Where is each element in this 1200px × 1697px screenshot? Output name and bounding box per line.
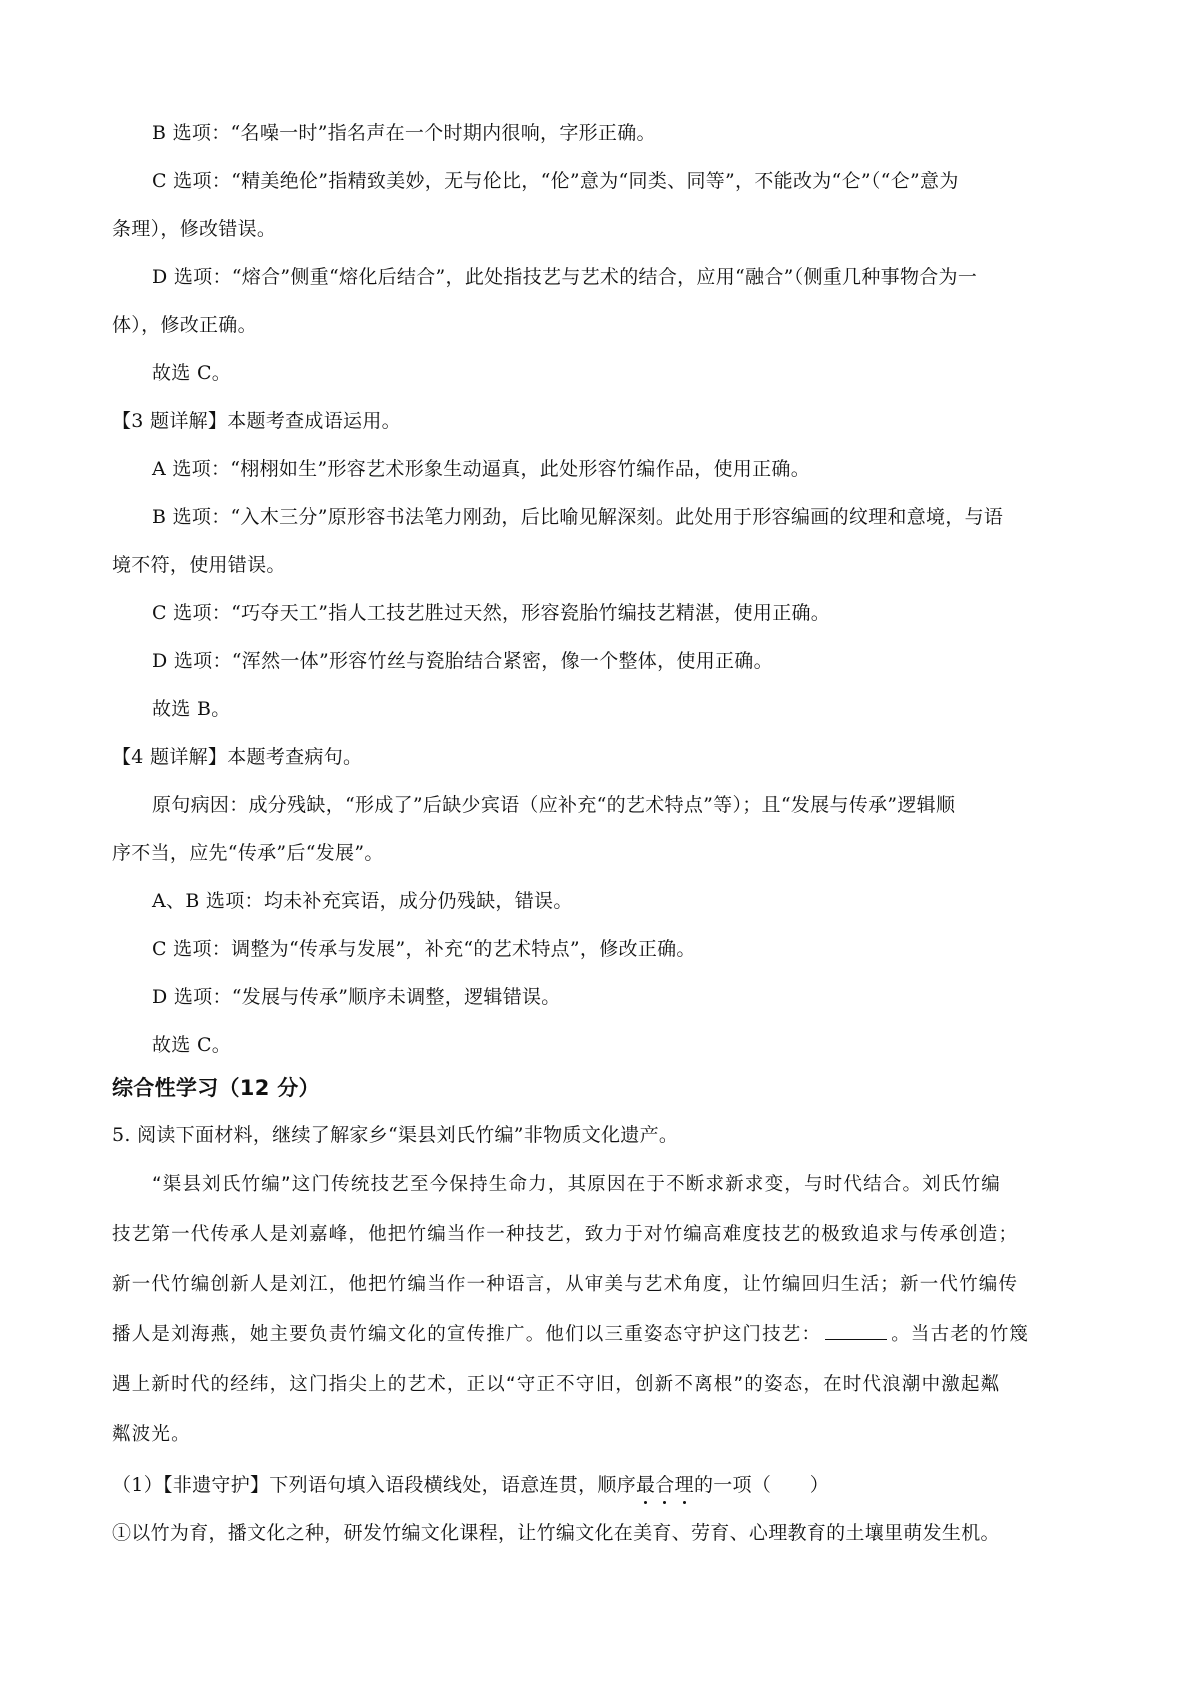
text-line (112, 550, 286, 577)
line-text: “渠县刘氏竹编”这门传统技艺至今保持生命力，其原因在于不断求新求变，与时代结合。刘氏竹编 (152, 1174, 1001, 1195)
line-text: D 选项：“浑然一体”形容竹丝与瓷胎结合紧密，像一个整体，使用正确。 (152, 650, 773, 672)
text-line (152, 454, 810, 481)
section-heading (112, 1072, 320, 1102)
text-line (152, 886, 573, 913)
line-text: 体），修改正确。 (112, 314, 257, 336)
line-text: A、B 选项：均未补充宾语，成分仍残缺，错误。 (152, 890, 573, 912)
line-text: A 选项：“栩栩如生”形容艺术形象生动逼真，此处形容竹编作品，使用正确。 (152, 458, 810, 480)
line-text: 技艺第一代传承人是刘嘉峰，他把竹编当作一种技艺，致力于对竹编高难度技艺的极致追求与传承创造； (112, 1224, 1019, 1245)
text-line (152, 1170, 1001, 1196)
text-line (112, 1120, 678, 1147)
line-text: C 选项：“精美绝伦”指精致美妙，无与伦比，“伦”意为“同类、同等”，不能改为“仑”（“仑”意为 (152, 170, 959, 192)
line-text: B 选项：“名噪一时”指名声在一个时期内很响，字形正确。 (152, 122, 656, 144)
line-text: 【4 题详解】本题考查病句。 (112, 746, 363, 768)
line-text: 境不符，使用错误。 (112, 554, 286, 576)
line-text: C 选项：调整为“传承与发展”，补充“的艺术特点”，修改正确。 (152, 938, 696, 960)
text-line (152, 982, 561, 1009)
text-line (152, 262, 977, 289)
text-line (152, 358, 231, 385)
line-text: 条理），修改错误。 (112, 218, 277, 240)
fill-in-blank (825, 1338, 887, 1340)
line-text: D 选项：“发展与传承”顺序未调整，逻辑错误。 (152, 986, 561, 1008)
text-line (112, 1420, 191, 1446)
line-text: 粼波光。 (112, 1424, 191, 1445)
line-text: 故选 C。 (152, 1034, 232, 1056)
text-line (112, 310, 257, 337)
text-line (112, 214, 276, 241)
text-line (112, 838, 384, 865)
line-text-tail: 的一项（ ） (693, 1474, 830, 1496)
text-line (112, 1320, 1029, 1346)
emphasis-dotted-text: 最合理 (636, 1474, 694, 1496)
text-line (112, 1220, 1018, 1246)
line-text: ①以竹为育，播文化之种，研发竹编文化课程，让竹编文化在美育、劳育、心理教育的土壤里萌发生机。 (112, 1522, 1000, 1544)
text-line (152, 790, 955, 817)
text-line (152, 1030, 231, 1057)
text-line (112, 1370, 1000, 1396)
line-text: 遇上新时代的经纬，这门指尖上的艺术，正以“守正不守旧，创新不离根”的姿态，在时代浪潮中激起粼 (112, 1374, 1001, 1395)
line-text: 【3 题详解】本题考查成语运用。 (112, 410, 401, 432)
line-text-continued: 。当古老的竹篾 (891, 1324, 1030, 1345)
text-line (112, 1270, 1018, 1296)
line-text: D 选项：“熔合”侧重“熔化后结合”，此处指技艺与艺术的结合，应用“融合”（侧重几种事物合为一 (152, 266, 978, 288)
line-text: （1）【非遗守护】下列语句填入语段横线处，语意连贯，顺序 (112, 1474, 636, 1496)
text-line (112, 1470, 829, 1497)
line-text: B 选项：“入木三分”原形容书法笔力刚劲，后比喻见解深刻。此处用于形容编画的纹理和意境，与语 (152, 506, 1004, 528)
line-text: 综合性学习（12 分） (112, 1076, 320, 1100)
text-line (152, 934, 696, 961)
text-line (152, 118, 656, 145)
line-text: 序不当，应先“传承”后“发展”。 (112, 842, 384, 864)
line-text: 新一代竹编创新人是刘江，他把竹编当作一种语言，从审美与艺术角度，让竹编回归生活；新一代竹编传 (112, 1274, 1019, 1295)
text-line (152, 694, 231, 721)
text-line (152, 502, 1003, 529)
line-text: 故选 B。 (152, 698, 231, 720)
text-line (112, 1518, 1000, 1545)
text-line (112, 742, 362, 769)
text-line (112, 406, 401, 433)
line-text: 5. 阅读下面材料，继续了解家乡“渠县刘氏竹编”非物质文化遗产。 (112, 1124, 679, 1146)
line-text: 故选 C。 (152, 362, 232, 384)
text-line (152, 646, 773, 673)
line-text: 原句病因：成分残缺，“形成了”后缺少宾语（应补充“的艺术特点”等）；且“发展与传承”逻辑顺 (152, 794, 956, 816)
line-text: C 选项：“巧夺天工”指人工技艺胜过天然，形容瓷胎竹编技艺精湛，使用正确。 (152, 602, 831, 624)
text-line (152, 598, 830, 625)
line-text: 播人是刘海燕，她主要负责竹编文化的宣传推广。他们以三重姿态守护这门技艺： (112, 1324, 822, 1345)
text-line (152, 166, 959, 193)
